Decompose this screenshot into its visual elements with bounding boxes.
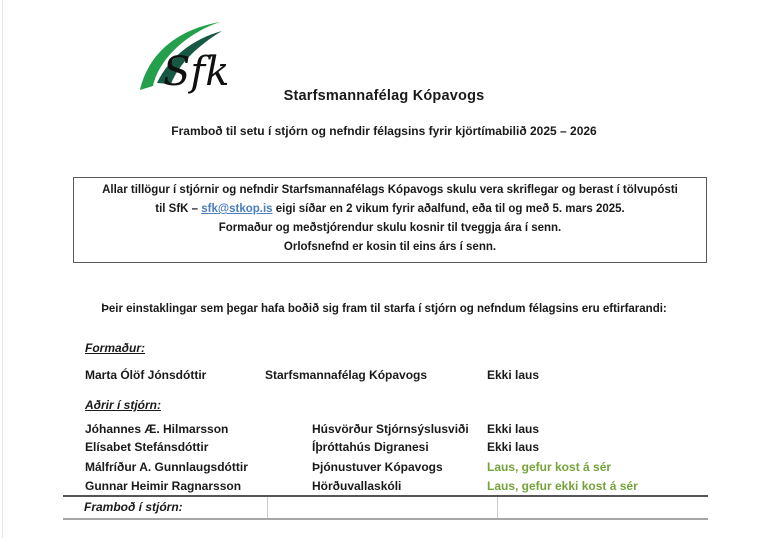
page-title: Starfsmannafélag Kópavogs	[283, 88, 485, 104]
member-name: Marta Ólöf Jónsdóttir	[85, 368, 207, 382]
table-row	[85, 458, 725, 476]
table-row	[85, 477, 725, 495]
member-name: Jóhannes Æ. Hilmarsson	[85, 422, 229, 436]
member-status: Ekki laus	[487, 422, 540, 436]
member-workplace: Starfsmannafélag Kópavogs	[265, 368, 428, 382]
logo-text: Sfk	[163, 49, 230, 94]
member-status: Ekki laus	[487, 368, 540, 382]
sfk-logo-icon	[136, 20, 232, 94]
page-left-edge	[2, 0, 3, 538]
table-row	[85, 420, 725, 438]
notice-line-2-prefix: til SfK –	[155, 203, 202, 215]
member-name: Gunnar Heimir Ragnarsson	[85, 479, 242, 493]
candidacy-empty-cell	[497, 497, 708, 518]
notice-line-1: Allar tillögur í stjórnir og nefndir Starfsmannafélags Kópavogs skulu vera skriflegar og berast í tölvupósti	[102, 184, 678, 196]
member-workplace: Húsvörður Stjórnsýslusviði	[312, 422, 469, 436]
notice-line-3: Formaður og meðstjórendur skulu kosnir til tveggja ára í senn.	[218, 222, 562, 234]
member-workplace: Íþróttahús Digranesi	[312, 440, 429, 454]
member-name: Málfríður A. Gunnlaugsdóttir	[85, 460, 248, 474]
member-workplace: Hörðuvallaskóli	[312, 479, 402, 493]
page-subtitle: Framboð til setu í stjórn og nefndir félagsins fyrir kjörtímabilið 2025 – 2026	[171, 124, 597, 138]
notice-line-2	[76, 200, 704, 219]
member-status: Laus, gefur ekki kost á sér	[487, 479, 638, 493]
sfk-logo	[136, 20, 232, 94]
candidacy-table	[63, 495, 708, 520]
email-link[interactable]: sfk@stkop.is	[201, 203, 273, 215]
notice-box	[73, 177, 707, 263]
table-row	[85, 366, 725, 384]
board-rows	[85, 420, 725, 495]
candidacy-heading-cell	[63, 497, 267, 518]
section-heading-candidacy: Framboð í stjórn:	[84, 500, 183, 514]
member-status: Laus, gefur kost á sér	[487, 460, 612, 474]
member-name: Elísabet Stefánsdóttir	[85, 440, 209, 454]
member-workplace: Þjónustuver Kópavogs	[312, 460, 443, 474]
notice-line-2-suffix: eigi síðar en 2 vikum fyrir aðalfund, eða til og með 5. mars 2025.	[272, 203, 625, 215]
section-heading-board: Aðrir í stjórn:	[85, 398, 162, 412]
table-row	[85, 438, 725, 456]
candidacy-empty-cell	[267, 497, 497, 518]
notice-line-4: Orlofsnefnd er kosin til eins árs í senn.	[283, 241, 497, 253]
member-status: Ekki laus	[487, 440, 540, 454]
intro-paragraph: Þeir einstaklingar sem þegar hafa boðið sig fram til starfa í stjórn og nefndum félagsins eru eftirfarandi:	[101, 303, 667, 315]
section-heading-chair: Formaður:	[85, 341, 145, 355]
